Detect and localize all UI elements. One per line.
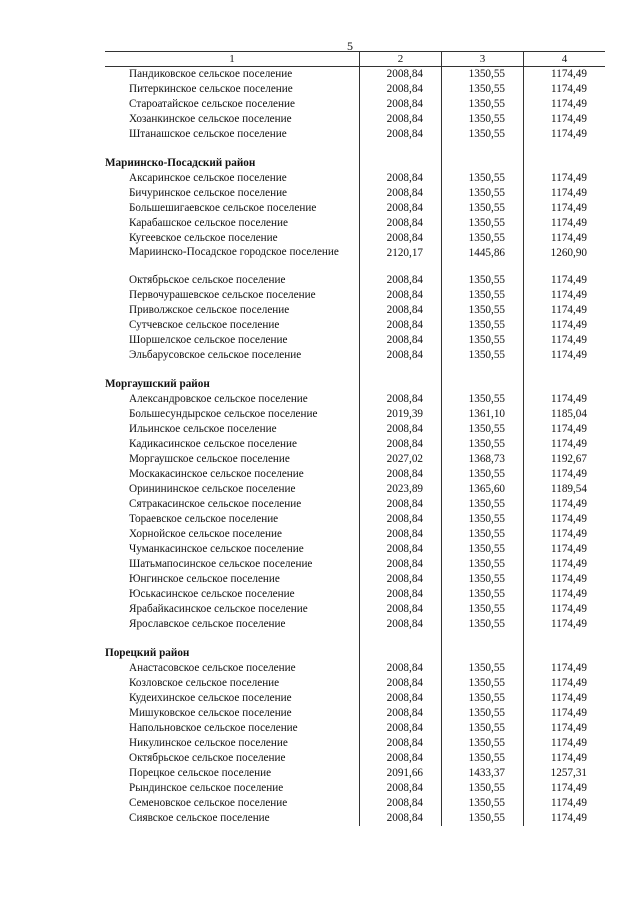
value-col-4: 1174,49 (524, 216, 606, 231)
settlement-name: Юськасинское сельское поселение (129, 588, 295, 600)
table-row (105, 676, 605, 691)
value-col-2: 2008,84 (360, 348, 442, 363)
value-col-4: 1260,90 (524, 246, 606, 273)
table-row (105, 82, 605, 97)
value-col-2: 2008,84 (360, 318, 442, 333)
value-col-2: 2008,84 (360, 557, 442, 572)
table-row (105, 67, 605, 83)
value-col-4: 1174,49 (524, 542, 606, 557)
settlement-name: Москакасинское сельское поселение (129, 468, 304, 480)
value-col-2: 2008,84 (360, 437, 442, 452)
empty-cell (524, 646, 606, 661)
value-col-2: 2008,84 (360, 288, 442, 303)
value-col-3: 1350,55 (442, 557, 524, 572)
value-col-3: 1350,55 (442, 572, 524, 587)
value-col-4: 1174,49 (524, 617, 606, 632)
value-col-3: 1350,55 (442, 796, 524, 811)
settlement-name: Хорнойское сельское поселение (129, 528, 282, 540)
settlement-name: Большесундырское сельское поселение (129, 408, 318, 420)
table-row (105, 751, 605, 766)
settlement-name: Кудеихинское сельское поселение (129, 692, 292, 704)
district-header-row (105, 377, 605, 392)
settlement-name: Мариинско-Посадское городское поселение (129, 246, 339, 258)
value-col-2: 2008,84 (360, 751, 442, 766)
value-col-3: 1350,55 (442, 273, 524, 288)
spacer-cell (442, 363, 524, 377)
empty-cell (442, 377, 524, 392)
value-col-4: 1174,49 (524, 348, 606, 363)
value-col-2: 2008,84 (360, 736, 442, 751)
value-col-3: 1350,55 (442, 811, 524, 826)
spacer-cell (105, 632, 360, 646)
table-row (105, 766, 605, 781)
value-col-4: 1174,49 (524, 796, 606, 811)
settlement-name: Октябрьское сельское поселение (129, 752, 286, 764)
table-row (105, 736, 605, 751)
settlement-name: Мишуковское сельское поселение (129, 707, 292, 719)
value-col-4: 1174,49 (524, 512, 606, 527)
table-row (105, 273, 605, 288)
empty-cell (360, 646, 442, 661)
table-row (105, 246, 605, 273)
empty-cell (442, 646, 524, 661)
value-col-3: 1445,86 (442, 246, 524, 273)
value-col-2: 2008,84 (360, 171, 442, 186)
value-col-3: 1350,55 (442, 587, 524, 602)
value-col-2: 2008,84 (360, 231, 442, 246)
table-row (105, 288, 605, 303)
table-row (105, 392, 605, 407)
value-col-4: 1174,49 (524, 112, 606, 127)
value-col-3: 1350,55 (442, 751, 524, 766)
value-col-3: 1350,55 (442, 288, 524, 303)
value-col-3: 1433,37 (442, 766, 524, 781)
value-col-4: 1174,49 (524, 127, 606, 142)
value-col-3: 1350,55 (442, 602, 524, 617)
value-col-4: 1174,49 (524, 527, 606, 542)
value-col-2: 2008,84 (360, 467, 442, 482)
value-col-4: 1174,49 (524, 557, 606, 572)
spacer-cell (360, 363, 442, 377)
table-row (105, 348, 605, 363)
spacer-row (105, 363, 605, 377)
table-row (105, 572, 605, 587)
value-col-2: 2008,84 (360, 587, 442, 602)
table-row (105, 811, 605, 826)
value-col-2: 2008,84 (360, 497, 442, 512)
table-row (105, 467, 605, 482)
value-col-2: 2008,84 (360, 97, 442, 112)
value-col-2: 2008,84 (360, 201, 442, 216)
table-row (105, 127, 605, 142)
value-col-4: 1174,49 (524, 288, 606, 303)
settlement-name: Кадикасинское сельское поселение (129, 438, 297, 450)
value-col-4: 1174,49 (524, 171, 606, 186)
district-name: Порецкий район (105, 647, 190, 659)
value-col-3: 1350,55 (442, 676, 524, 691)
value-col-3: 1350,55 (442, 333, 524, 348)
settlement-name: Семеновское сельское поселение (129, 797, 288, 809)
value-col-3: 1350,55 (442, 348, 524, 363)
table-row (105, 706, 605, 721)
table-row (105, 452, 605, 467)
value-col-3: 1365,60 (442, 482, 524, 497)
settlement-name: Сиявское сельское поселение (129, 812, 270, 824)
value-col-3: 1350,55 (442, 97, 524, 112)
value-col-4: 1174,49 (524, 97, 606, 112)
value-col-4: 1174,49 (524, 706, 606, 721)
table-row (105, 587, 605, 602)
settlement-name: Эльбарусовское сельское поселение (129, 349, 302, 361)
value-col-4: 1192,67 (524, 452, 606, 467)
value-col-4: 1174,49 (524, 82, 606, 97)
value-col-3: 1350,55 (442, 781, 524, 796)
table-row (105, 171, 605, 186)
value-col-2: 2008,84 (360, 781, 442, 796)
spacer-cell (442, 632, 524, 646)
spacer-row (105, 632, 605, 646)
value-col-4: 1174,49 (524, 736, 606, 751)
value-col-4: 1174,49 (524, 333, 606, 348)
spacer-cell (524, 142, 606, 156)
value-col-4: 1174,49 (524, 303, 606, 318)
value-col-4: 1174,49 (524, 422, 606, 437)
value-col-4: 1174,49 (524, 437, 606, 452)
column-number-row (105, 52, 605, 67)
value-col-2: 2008,84 (360, 542, 442, 557)
table-row (105, 661, 605, 676)
value-col-4: 1174,49 (524, 497, 606, 512)
value-col-3: 1361,10 (442, 407, 524, 422)
value-col-4: 1174,49 (524, 602, 606, 617)
settlement-name: Бичуринское сельское поселение (129, 187, 288, 199)
value-col-3: 1350,55 (442, 422, 524, 437)
settlement-name: Питеркинское сельское поселение (129, 83, 293, 95)
table-row (105, 796, 605, 811)
settlement-name: Штанашское сельское поселение (129, 128, 287, 140)
value-col-4: 1174,49 (524, 186, 606, 201)
value-col-2: 2008,84 (360, 691, 442, 706)
value-col-2: 2091,66 (360, 766, 442, 781)
value-col-3: 1350,55 (442, 67, 524, 83)
value-col-2: 2008,84 (360, 67, 442, 83)
value-col-2: 2008,84 (360, 392, 442, 407)
value-col-4: 1189,54 (524, 482, 606, 497)
settlement-name: Ярабайкасинское сельское поселение (129, 603, 308, 615)
table-row (105, 201, 605, 216)
value-col-3: 1350,55 (442, 231, 524, 246)
settlements-table (105, 51, 605, 826)
value-col-4: 1174,49 (524, 67, 606, 83)
value-col-4: 1174,49 (524, 676, 606, 691)
table-row (105, 527, 605, 542)
settlement-name: Октябрьское сельское поселение (129, 274, 286, 286)
value-col-2: 2008,84 (360, 273, 442, 288)
settlement-name: Оринининское сельское поселение (129, 483, 296, 495)
value-col-3: 1368,73 (442, 452, 524, 467)
value-col-4: 1174,49 (524, 273, 606, 288)
value-col-3: 1350,55 (442, 512, 524, 527)
value-col-3: 1350,55 (442, 112, 524, 127)
value-col-3: 1350,55 (442, 527, 524, 542)
spacer-cell (105, 142, 360, 156)
empty-cell (524, 156, 606, 171)
value-col-2: 2008,84 (360, 676, 442, 691)
empty-cell (360, 156, 442, 171)
value-col-2: 2008,84 (360, 512, 442, 527)
empty-cell (442, 156, 524, 171)
value-col-3: 1350,55 (442, 437, 524, 452)
value-col-2: 2008,84 (360, 796, 442, 811)
settlement-name: Козловское сельское поселение (129, 677, 280, 689)
empty-cell (524, 377, 606, 392)
value-col-3: 1350,55 (442, 467, 524, 482)
settlement-name: Сутчевское сельское поселение (129, 319, 280, 331)
value-col-3: 1350,55 (442, 721, 524, 736)
settlement-name: Рындинское сельское поселение (129, 782, 284, 794)
settlement-name: Шатьмапосинское сельское поселение (129, 558, 313, 570)
value-col-2: 2008,84 (360, 602, 442, 617)
value-col-2: 2120,17 (360, 246, 442, 273)
value-col-3: 1350,55 (442, 706, 524, 721)
value-col-2: 2008,84 (360, 333, 442, 348)
table-row (105, 97, 605, 112)
settlement-name: Юнгинское сельское поселение (129, 573, 280, 585)
value-col-4: 1174,49 (524, 467, 606, 482)
value-col-4: 1257,31 (524, 766, 606, 781)
value-col-2: 2008,84 (360, 527, 442, 542)
value-col-2: 2008,84 (360, 721, 442, 736)
table-row (105, 231, 605, 246)
value-col-2: 2008,84 (360, 811, 442, 826)
column-header-2: 2 (360, 52, 442, 67)
value-col-3: 1350,55 (442, 318, 524, 333)
value-col-4: 1185,04 (524, 407, 606, 422)
table-row (105, 542, 605, 557)
value-col-3: 1350,55 (442, 736, 524, 751)
table-row (105, 721, 605, 736)
settlement-name: Аксаринское сельское поселение (129, 172, 287, 184)
value-col-4: 1174,49 (524, 751, 606, 766)
value-col-2: 2027,02 (360, 452, 442, 467)
value-col-3: 1350,55 (442, 82, 524, 97)
table-row (105, 186, 605, 201)
settlement-name: Хозанкинское сельское поселение (129, 113, 292, 125)
settlement-name: Александровское сельское поселение (129, 393, 308, 405)
settlement-name: Чуманкасинское сельское поселение (129, 543, 304, 555)
value-col-2: 2008,84 (360, 82, 442, 97)
table-row (105, 512, 605, 527)
value-col-4: 1174,49 (524, 661, 606, 676)
value-col-3: 1350,55 (442, 617, 524, 632)
spacer-cell (105, 363, 360, 377)
settlement-name: Анастасовское сельское поселение (129, 662, 296, 674)
value-col-4: 1174,49 (524, 811, 606, 826)
settlement-name: Сятракасинское сельское поселение (129, 498, 302, 510)
district-header-row (105, 156, 605, 171)
settlement-name: Порецкое сельское поселение (129, 767, 272, 779)
value-col-2: 2008,84 (360, 186, 442, 201)
table-row (105, 497, 605, 512)
settlement-name: Никулинское сельское поселение (129, 737, 288, 749)
value-col-3: 1350,55 (442, 691, 524, 706)
value-col-2: 2008,84 (360, 303, 442, 318)
column-header-1: 1 (105, 52, 360, 67)
value-col-2: 2008,84 (360, 127, 442, 142)
column-header-4: 4 (524, 52, 606, 67)
value-col-3: 1350,55 (442, 201, 524, 216)
table-row (105, 318, 605, 333)
district-name: Моргаушский район (105, 378, 210, 390)
spacer-cell (360, 142, 442, 156)
value-col-4: 1174,49 (524, 318, 606, 333)
settlement-name: Ярославское сельское поселение (129, 618, 286, 630)
settlement-name: Ильинское сельское поселение (129, 423, 277, 435)
settlement-name: Первочурашевское сельское поселение (129, 289, 316, 301)
settlement-name: Кугеевское сельское поселение (129, 232, 278, 244)
value-col-3: 1350,55 (442, 661, 524, 676)
table-row (105, 216, 605, 231)
table-row (105, 303, 605, 318)
value-col-2: 2008,84 (360, 572, 442, 587)
settlement-name: Шоршелское сельское поселение (129, 334, 288, 346)
table-body (105, 52, 605, 827)
table-row (105, 437, 605, 452)
spacer-row (105, 142, 605, 156)
spacer-cell (524, 363, 606, 377)
spacer-cell (360, 632, 442, 646)
table-row (105, 691, 605, 706)
value-col-3: 1350,55 (442, 216, 524, 231)
table-row (105, 482, 605, 497)
value-col-4: 1174,49 (524, 721, 606, 736)
settlement-name: Карабашское сельское поселение (129, 217, 288, 229)
settlement-name: Напольновское сельское поселение (129, 722, 298, 734)
value-col-3: 1350,55 (442, 171, 524, 186)
value-col-2: 2008,84 (360, 112, 442, 127)
value-col-4: 1174,49 (524, 587, 606, 602)
settlement-name: Пандиковское сельское поселение (129, 68, 293, 80)
value-col-2: 2008,84 (360, 706, 442, 721)
value-col-3: 1350,55 (442, 392, 524, 407)
settlement-name: Большешигаевское сельское поселение (129, 202, 317, 214)
table-row (105, 333, 605, 348)
value-col-4: 1174,49 (524, 691, 606, 706)
settlement-name: Тораевское сельское поселение (129, 513, 279, 525)
value-col-2: 2008,84 (360, 422, 442, 437)
page-number: 5 (347, 39, 353, 53)
value-col-3: 1350,55 (442, 127, 524, 142)
value-col-2: 2008,84 (360, 617, 442, 632)
table-row (105, 407, 605, 422)
value-col-4: 1174,49 (524, 392, 606, 407)
value-col-4: 1174,49 (524, 231, 606, 246)
district-name: Мариинско-Посадский район (105, 157, 256, 169)
settlement-name: Приволжское сельское поселение (129, 304, 290, 316)
column-header-3: 3 (442, 52, 524, 67)
table-row (105, 781, 605, 796)
spacer-cell (442, 142, 524, 156)
value-col-3: 1350,55 (442, 542, 524, 557)
value-col-3: 1350,55 (442, 303, 524, 318)
empty-cell (360, 377, 442, 392)
value-col-4: 1174,49 (524, 572, 606, 587)
spacer-cell (524, 632, 606, 646)
table-row (105, 557, 605, 572)
table-row (105, 617, 605, 632)
settlement-name: Староатайское сельское поселение (129, 98, 295, 110)
value-col-4: 1174,49 (524, 201, 606, 216)
value-col-4: 1174,49 (524, 781, 606, 796)
value-col-2: 2008,84 (360, 661, 442, 676)
table-row (105, 112, 605, 127)
settlement-name: Моргаушское сельское поселение (129, 453, 290, 465)
table-row (105, 602, 605, 617)
value-col-2: 2023,89 (360, 482, 442, 497)
value-col-2: 2008,84 (360, 216, 442, 231)
value-col-2: 2019,39 (360, 407, 442, 422)
value-col-3: 1350,55 (442, 497, 524, 512)
district-header-row (105, 646, 605, 661)
value-col-3: 1350,55 (442, 186, 524, 201)
table-row (105, 422, 605, 437)
